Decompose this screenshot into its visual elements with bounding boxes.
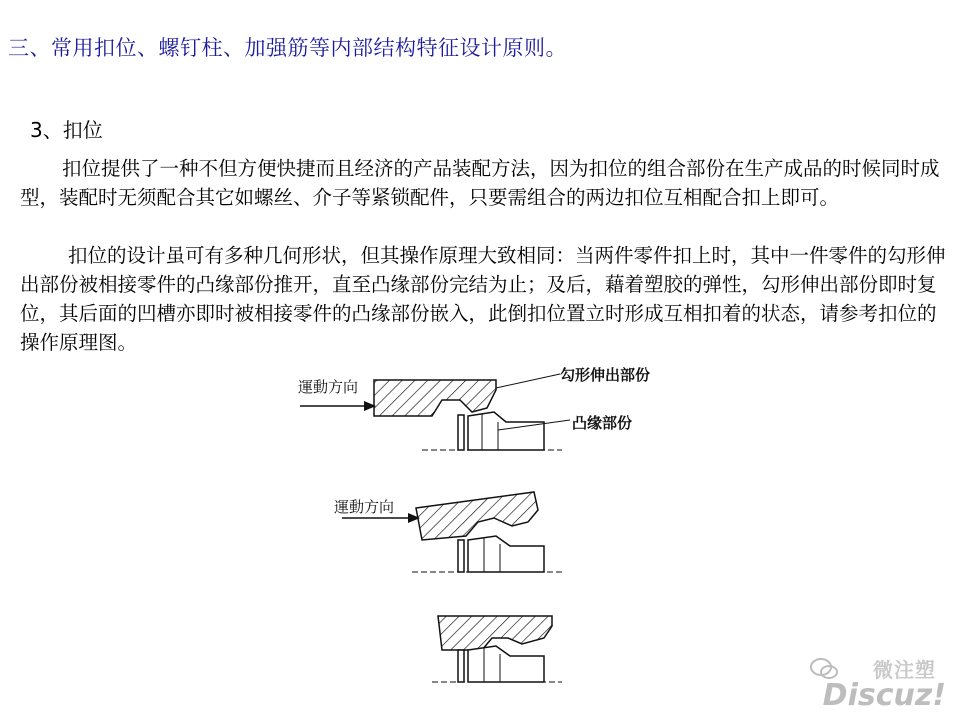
watermark-brand: 微注塑 — [873, 658, 936, 682]
paragraph-principle: 扣位的设计虽可有多种几何形状，但其操作原理大致相同：当两件零件扣上时，其中一件零件的勾形伸出部份被相接零件的凸缘部份推开，直至凸缘部份完结为止；及后，藉着塑胶的弹性，勾形伸出部份即时复位，其后面的凹槽亦即时被相接零件的凸缘部份嵌入，此倒扣位置立时形成互相扣着的状态，请参考扣位的操作原理图。 — [20, 244, 946, 354]
watermark-site: Discuz! — [822, 678, 946, 713]
wechat-icon — [810, 658, 838, 680]
snap-fit-diagram-drawing — [282, 360, 672, 700]
slide-heading: 三、常用扣位、螺钉柱、加强筋等内部结构特征设计原则。 — [8, 36, 567, 60]
snap-fit-diagram — [282, 360, 672, 700]
watermark — [796, 654, 946, 714]
flange-label: 凸缘部份 — [572, 414, 633, 432]
stage-3 — [432, 616, 562, 682]
hook-label: 勾形伸出部份 — [560, 366, 651, 384]
section-title: 3、扣位 — [30, 118, 103, 142]
paragraph-intro: 扣位提供了一种不但方便快捷而且经济的产品装配方法，因为扣位的组合部份在生产成品的时候同时成型，装配时无须配合其它如螺丝、介子等紧锁配件，只要需组合的两边扣位互相配合扣上即可。 — [20, 157, 940, 209]
stage1-direction-label: 運動方向 — [298, 378, 359, 396]
stage2-direction-label: 運動方向 — [334, 498, 395, 516]
